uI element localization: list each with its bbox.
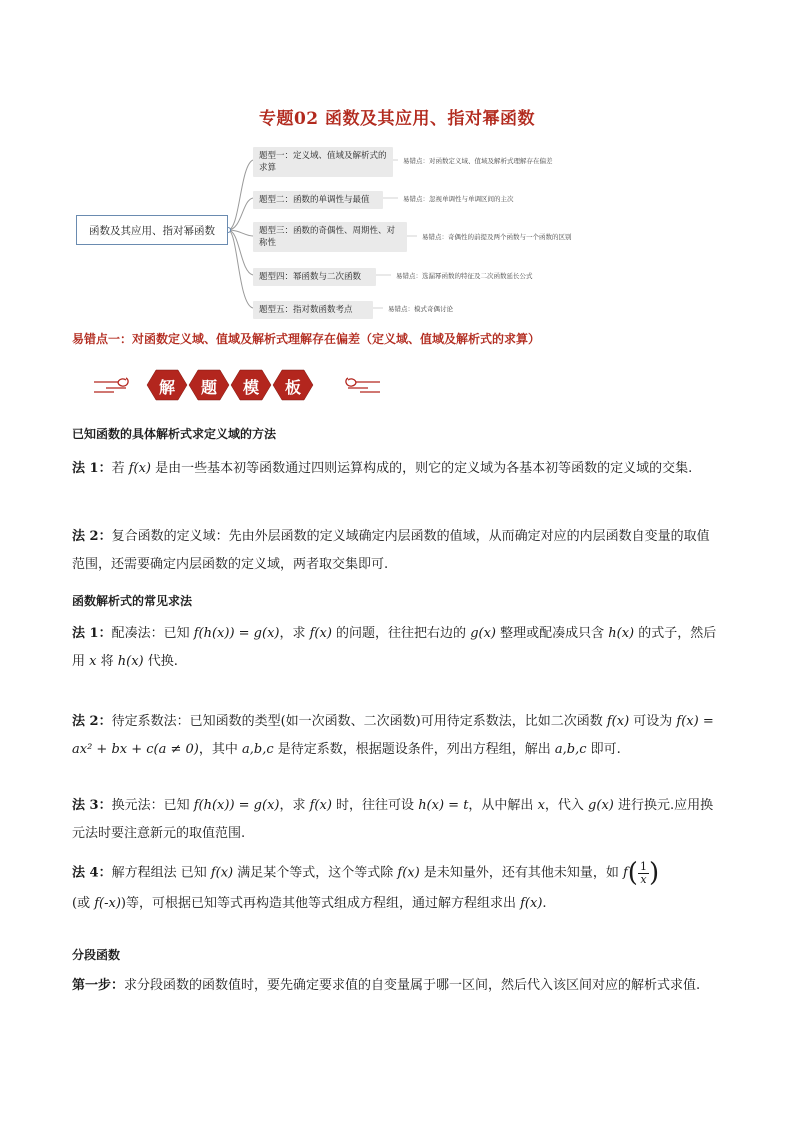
math-fx: f(x) xyxy=(520,895,543,911)
mindmap-note-1: 易错点：对函数定义域、值域及解析式理解存在偏差 xyxy=(403,157,553,165)
text-run: 可设为 xyxy=(629,714,677,729)
subheading-domain: 已知函数的具体解析式求定义域的方法 xyxy=(72,427,277,441)
text-run: ，其中 xyxy=(198,742,243,757)
math-fnx: f(-x) xyxy=(94,895,121,911)
text-run: 整理或配凑成只含 xyxy=(495,626,609,641)
text-run: ，从中解出 xyxy=(468,798,538,813)
math-gx: g(x) xyxy=(588,798,614,813)
math-x: x xyxy=(537,798,545,813)
banner-char-1: 解 xyxy=(158,378,175,397)
math-f: f xyxy=(622,865,628,881)
mindmap-branch-4: 题型四：幂函数与二次函数 xyxy=(253,268,376,286)
method-label: 法 4： xyxy=(72,865,112,881)
fraction-denominator: x xyxy=(640,872,647,886)
banner-char-3: 模 xyxy=(242,378,259,397)
mindmap-note-5: 易错点：模式奇偶讨论 xyxy=(388,305,453,313)
math-hx: h(x) xyxy=(117,654,144,669)
text-run: 复合函数的定义域：先由外层函数的定义域确定内层函数的值域，从而确定对应的内层函数自变量的取值范围，还需要确定内层函数的定义域，两者取交集即可. xyxy=(72,529,710,572)
method-2-paragraph xyxy=(72,523,722,579)
text-run: )等，可根据已知等式再构造其他等式组成方程组，通过解方程组求出 xyxy=(120,895,521,911)
math-gx: g(x) xyxy=(470,626,496,641)
fraction-1-over-x xyxy=(638,861,649,886)
banner-char-4: 板 xyxy=(284,378,301,397)
math-fx: f(x) xyxy=(128,461,152,476)
text-run: 解方程组法 已知 xyxy=(111,865,211,881)
method-label: 法 2： xyxy=(72,529,112,544)
page-title: 专题02 函数及其应用、指对幂函数 xyxy=(258,109,536,129)
math-eq: f(h(x)) = g(x) xyxy=(193,626,280,641)
method-1-paragraph xyxy=(72,455,722,483)
mindmap-root: 函数及其应用、指对幂函数 xyxy=(76,215,228,245)
paren-left: ( xyxy=(627,858,638,888)
method-label: 法 1： xyxy=(72,626,112,641)
math-eq: f(x) = ax² + bx + c(a ≠ 0) xyxy=(72,714,714,757)
math-eq: f(h(x)) = g(x) xyxy=(193,798,280,813)
math-fx: f(x) xyxy=(606,714,630,729)
paren-right: ) xyxy=(648,858,660,888)
section-heading: 易错点一：对函数定义域、值域及解析式理解存在偏差（定义域、值域及解析式的求算） xyxy=(72,332,541,346)
math-abc: a,b,c xyxy=(554,742,587,757)
text-run: . xyxy=(542,895,547,911)
text-run: 待定系数法：已知函数的类型(如一次函数、二次函数)可用待定系数法，比如二次函数 xyxy=(111,714,607,729)
math-ht: h(x) = t xyxy=(418,798,469,813)
math-fx: f(x) xyxy=(397,865,420,881)
math-fx: f(x) xyxy=(309,626,332,641)
text-run: (或 xyxy=(72,895,95,911)
text-run: 将 xyxy=(96,654,118,669)
mindmap-note-4: 易错点：选漏幂函数的特征及二次函数延长公式 xyxy=(396,272,533,280)
mindmap-branch-2: 题型二：函数的单调性与最值 xyxy=(253,191,383,209)
math-hx: h(x) xyxy=(608,626,635,641)
analytic-method-2-paragraph xyxy=(72,708,722,764)
mindmap-branch-3: 题型三：函数的奇偶性、周期性、对称性 xyxy=(253,222,407,252)
text-run: 换元法：已知 xyxy=(111,798,194,813)
text-run: 是待定系数，根据题设条件，列出方程组，解出 xyxy=(273,742,555,757)
mindmap-note-3: 易错点：奇偶性的前提及两个函数与一个函数的区别 xyxy=(422,233,572,241)
text-run: ，求 xyxy=(279,798,310,813)
math-fx: f(x) xyxy=(309,798,332,813)
math-fx: f(x) xyxy=(210,865,234,881)
text-run: 代换. xyxy=(143,654,178,669)
text-run: 求分段函数的函数值时，要先确定要求值的自变量属于哪一区间，然后代入该区间对应的解析式求值. xyxy=(124,978,701,993)
mindmap-branch-1: 题型一：定义域、值域及解析式的求算 xyxy=(253,147,393,177)
text-run: 配凑法：已知 xyxy=(111,626,194,641)
subheading-piecewise: 分段函数 xyxy=(72,948,121,962)
mindmap-branch-5: 题型五：指对数函数考点 xyxy=(253,301,373,319)
method-label: 法 3： xyxy=(72,798,112,813)
math-x: x xyxy=(89,654,97,669)
analytic-method-1-paragraph xyxy=(72,620,722,676)
analytic-method-3-paragraph xyxy=(72,792,722,848)
mindmap-connectors xyxy=(0,0,794,330)
text-run: ，求 xyxy=(279,626,310,641)
method-label: 法 1： xyxy=(72,461,112,476)
piecewise-step-1-paragraph xyxy=(72,972,722,1000)
text-run: 的问题，往往把右边的 xyxy=(331,626,471,641)
text-run: 即可. xyxy=(586,742,621,757)
text-run: 是未知量外，还有其他未知量，如 xyxy=(419,865,623,881)
analytic-method-4-paragraph xyxy=(72,858,722,919)
text-run: 是由一些基本初等函数通过四则运算构成的，则它的定义域为各基本初等函数的定义域的交集. xyxy=(151,461,693,476)
text-run: 时，往往可设 xyxy=(331,798,419,813)
method-label: 法 2： xyxy=(72,714,112,729)
banner-char-2: 题 xyxy=(200,378,217,397)
text-run: 的式子，然后用 xyxy=(72,626,717,669)
subheading-analytic: 函数解析式的常见求法 xyxy=(72,594,193,608)
text-run: 进行换元.应用换元法时要注意新元的取值范围. xyxy=(72,798,714,841)
text-run: 若 xyxy=(111,461,129,476)
fraction-numerator: 1 xyxy=(639,859,647,873)
mindmap-note-2: 易错点：忽视单调性与单调区间的主次 xyxy=(403,195,514,203)
text-run: 满足某个等式，这个等式除 xyxy=(233,865,398,881)
math-abc: a,b,c xyxy=(242,742,274,757)
step-label: 第一步： xyxy=(72,978,125,993)
text-run: ，代入 xyxy=(544,798,589,813)
